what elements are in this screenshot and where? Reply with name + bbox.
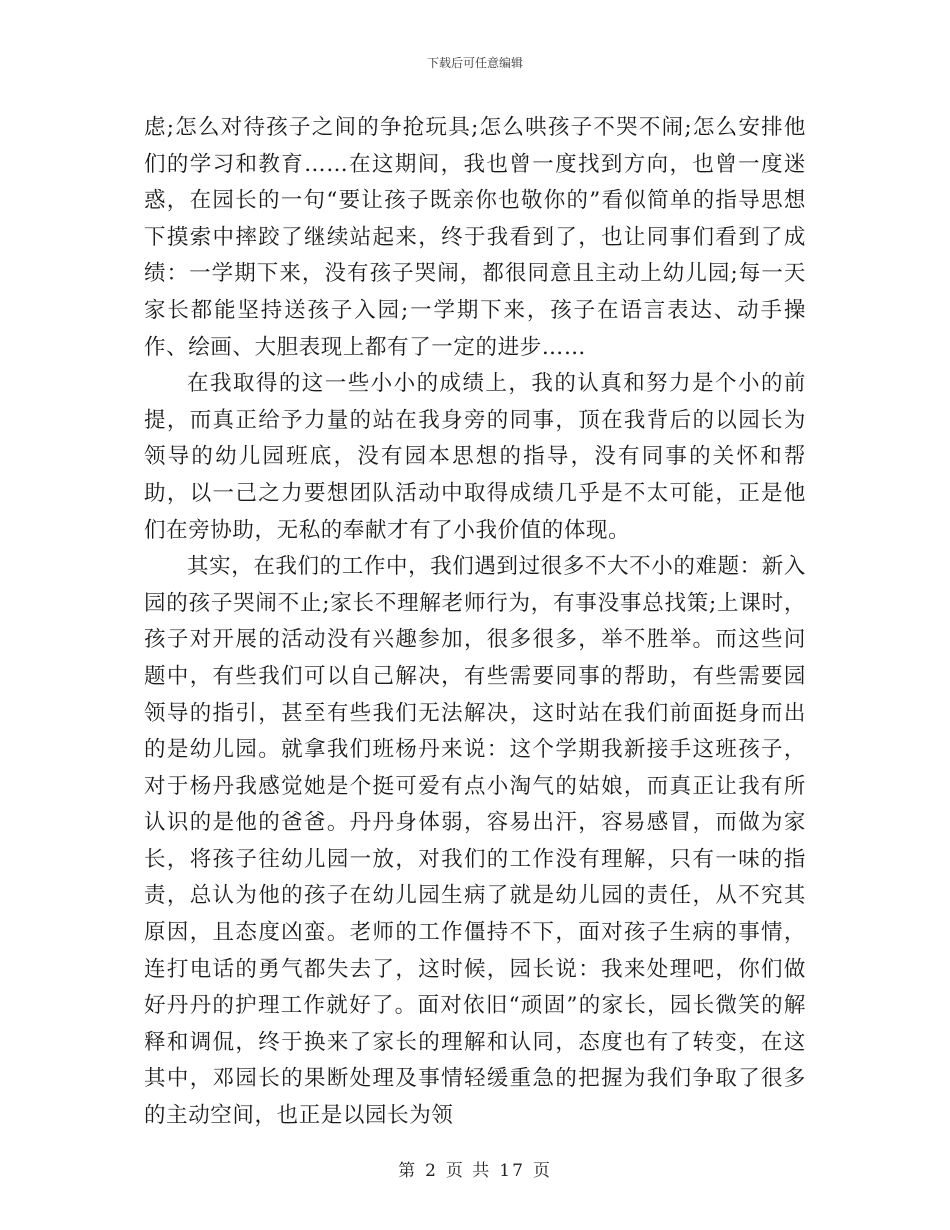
footer-middle: 页 共: [445, 1161, 492, 1181]
footer-total-pages: 17: [499, 1161, 525, 1181]
footer-suffix: 页: [532, 1161, 552, 1181]
page-footer: [0, 1156, 950, 1181]
footer-prefix: 第: [398, 1161, 418, 1181]
paragraph-challenges: 其实，在我们的工作中，我们遇到过很多不大不小的难题：新入园的孩子哭闹不止;家长不理解老师行为，有事没事总找策;上课时，孩子对开展的活动没有兴趣参加，很多很多，举不胜举。而这些问题中，有些我们可以自己解决，有些需要同事的帮助，有些需要园领导的指引，甚至有些我们无法解决，这时站在我们前面挺身而出的是幼儿园。就拿我们班杨丹来说：这个学期我新接手这班孩子，对于杨丹我感觉她是个挺可爱有点小淘气的姑娘，而真正让我有所认识的是他的爸爸。丹丹身体弱，容易出汗，容易感冒，而做为家长，将孩子往幼儿园一放，对我们的工作没有理解，只有一味的指责，总认为他的孩子在幼儿园生病了就是幼儿园的责任，从不究其原因，且态度凶蛮。老师的工作僵持不下，面对孩子生病的事情，连打电话的勇气都失去了，这时候，园长说：我来处理吧，你们做好丹丹的护理工作就好了。面对依旧“顽固”的家长，园长微笑的解释和调侃，终于换来了家长的理解和认同，态度也有了转变，在这其中，邓园长的果断处理及事情轻缓重急的把握为我们争取了很多的主动空间，也正是以园长为领: [144, 554, 806, 1129]
page-header: 下载后可任意编辑: [426, 56, 523, 70]
paragraph-achievements: 在我取得的这一些小小的成绩上，我的认真和努力是个小的前提，而真正给予力量的站在我身旁的同事，顶在我背后的以园长为领导的幼儿园班底，没有园本思想的指导，没有同事的关怀和帮助，以一己之力要想团队活动中取得成绩几乎是不太可能，正是他们在旁协助，无私的奉献才有了小我价值的体现。: [144, 371, 806, 543]
footer-page-number: 2: [425, 1161, 438, 1181]
paragraph-continuation: 虑;怎么对待孩子之间的争抢玩具;怎么哄孩子不哭不闹;怎么安排他们的学习和教育……在这期间，我也曾一度找到方向，也曾一度迷惑，在园长的一句“要让孩子既亲你也敬你的”看似简单的指导思想下摸索中摔跤了继续站起来，终于我看到了，也让同事们看到了成绩：一学期下来，没有孩子哭闹，都很同意且主动上幼儿园;每一天家长都能坚持送孩子入园;一学期下来，孩子在语言表达、动手操作、绘画、大胆表现上都有了一定的进步……: [144, 115, 806, 360]
body-text: [144, 110, 806, 1135]
